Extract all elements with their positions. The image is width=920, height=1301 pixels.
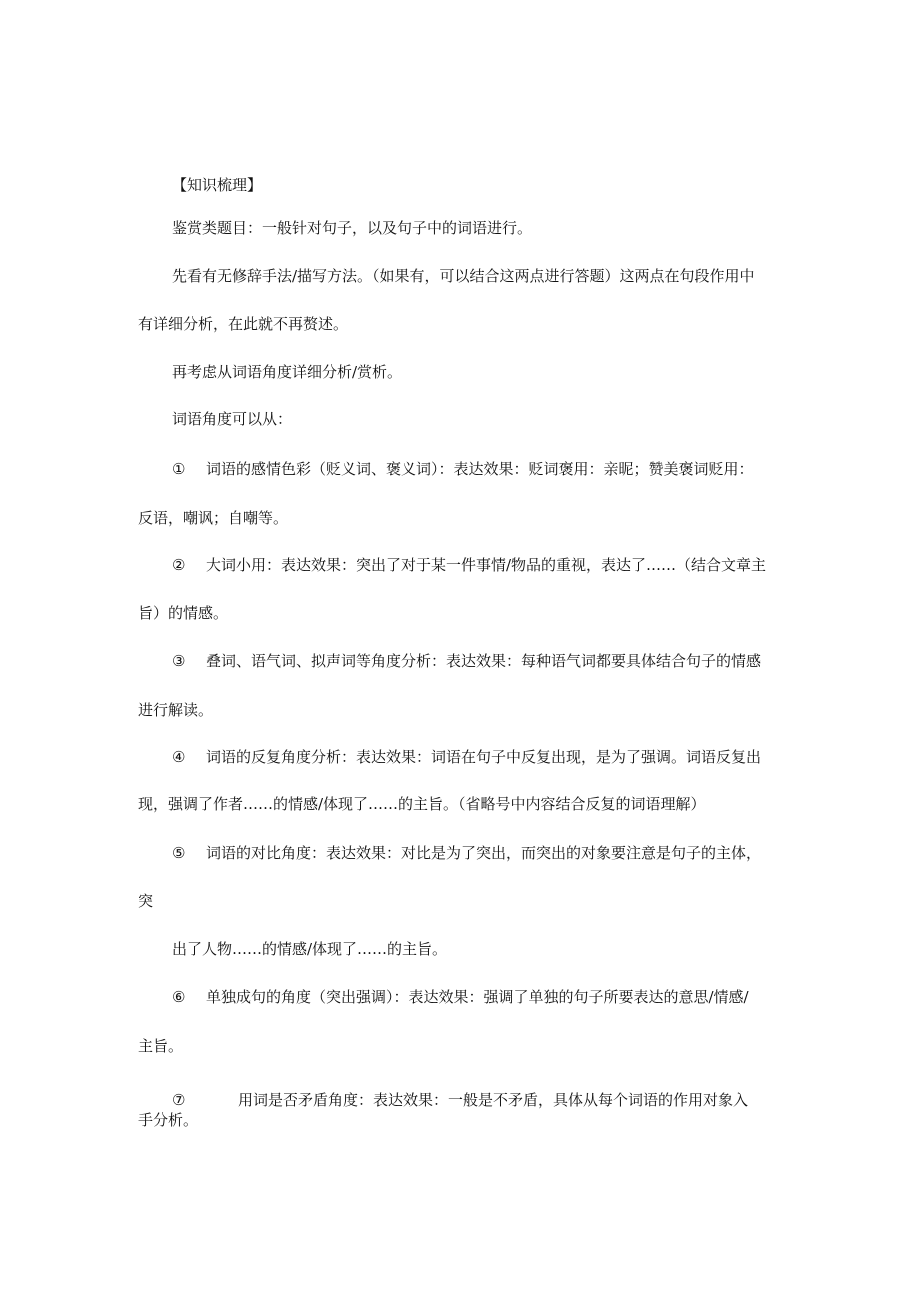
list-item-3-continuation: 进行解读。 bbox=[138, 701, 214, 719]
list-item-6 bbox=[172, 987, 749, 1007]
list-item-3 bbox=[172, 651, 761, 671]
item-text: 单独成句的角度（突出强调）：表达效果：强调了单独的句子所要表达的意思/情感/ bbox=[206, 988, 749, 1006]
list-item-7-continuation: 手分析。 bbox=[138, 1111, 199, 1129]
section-heading: 【知识梳理】 bbox=[172, 176, 263, 194]
list-item-4 bbox=[172, 747, 761, 767]
list-item-6-continuation: 主旨。 bbox=[138, 1037, 184, 1055]
list-item-1 bbox=[172, 459, 754, 479]
list-item-2-continuation: 旨）的情感。 bbox=[138, 604, 229, 622]
item-text: 词语的对比角度：表达效果：对比是为了突出，而突出的对象要注意是句子的主体， bbox=[206, 844, 762, 862]
list-item-2 bbox=[172, 555, 766, 575]
item-marker: ② bbox=[172, 556, 186, 574]
paragraph-2: 再考虑从词语角度详细分析/赏析。 bbox=[172, 363, 403, 381]
item-marker: ④ bbox=[172, 748, 186, 766]
paragraph-1-line-1: 先看有无修辞手法/描写方法。（如果有，可以结合这两点进行答题）这两点在句段作用中 bbox=[172, 267, 755, 285]
item-marker: ⑥ bbox=[172, 988, 186, 1006]
list-item-1-continuation: 反语，嘲讽；自嘲等。 bbox=[138, 509, 289, 527]
list-item-4-continuation: 现，强调了作者……的情感/体现了……的主旨。（省略号中内容结合反复的词语理解） bbox=[138, 795, 706, 813]
item-text: 词语的感情色彩（贬义词、褒义词）：表达效果：贬词褒用：亲昵；赞美褒词贬用： bbox=[206, 460, 754, 478]
item-text: 大词小用：表达效果：突出了对于某一件事情/物品的重视，表达了……（结合文章主 bbox=[206, 556, 767, 574]
list-item-7 bbox=[172, 1090, 748, 1110]
item-text: 叠词、语气词、拟声词等角度分析：表达效果：每种语气词都要具体结合句子的情感 bbox=[206, 652, 762, 670]
paragraph-3: 词语角度可以从： bbox=[172, 410, 293, 428]
list-item-5-continuation-2: 出了人物……的情感/体现了……的主旨。 bbox=[172, 940, 448, 958]
list-item-5-continuation: 突 bbox=[138, 892, 154, 910]
item-text: 用词是否矛盾角度：表达效果：一般是不矛盾，具体从每个词语的作用对象入 bbox=[238, 1091, 749, 1109]
item-marker: ⑦ bbox=[172, 1091, 186, 1109]
item-text: 词语的反复角度分析：表达效果：词语在句子中反复出现，是为了强调。词语反复出 bbox=[206, 748, 762, 766]
intro-text: 鉴赏类题目：一般针对句子，以及句子中的词语进行。 bbox=[172, 219, 533, 237]
item-marker: ③ bbox=[172, 652, 186, 670]
item-marker: ① bbox=[172, 460, 186, 478]
item-marker: ⑤ bbox=[172, 844, 186, 862]
list-item-5 bbox=[172, 843, 761, 863]
paragraph-1-line-2: 有详细分析，在此就不再赘述。 bbox=[138, 315, 349, 333]
